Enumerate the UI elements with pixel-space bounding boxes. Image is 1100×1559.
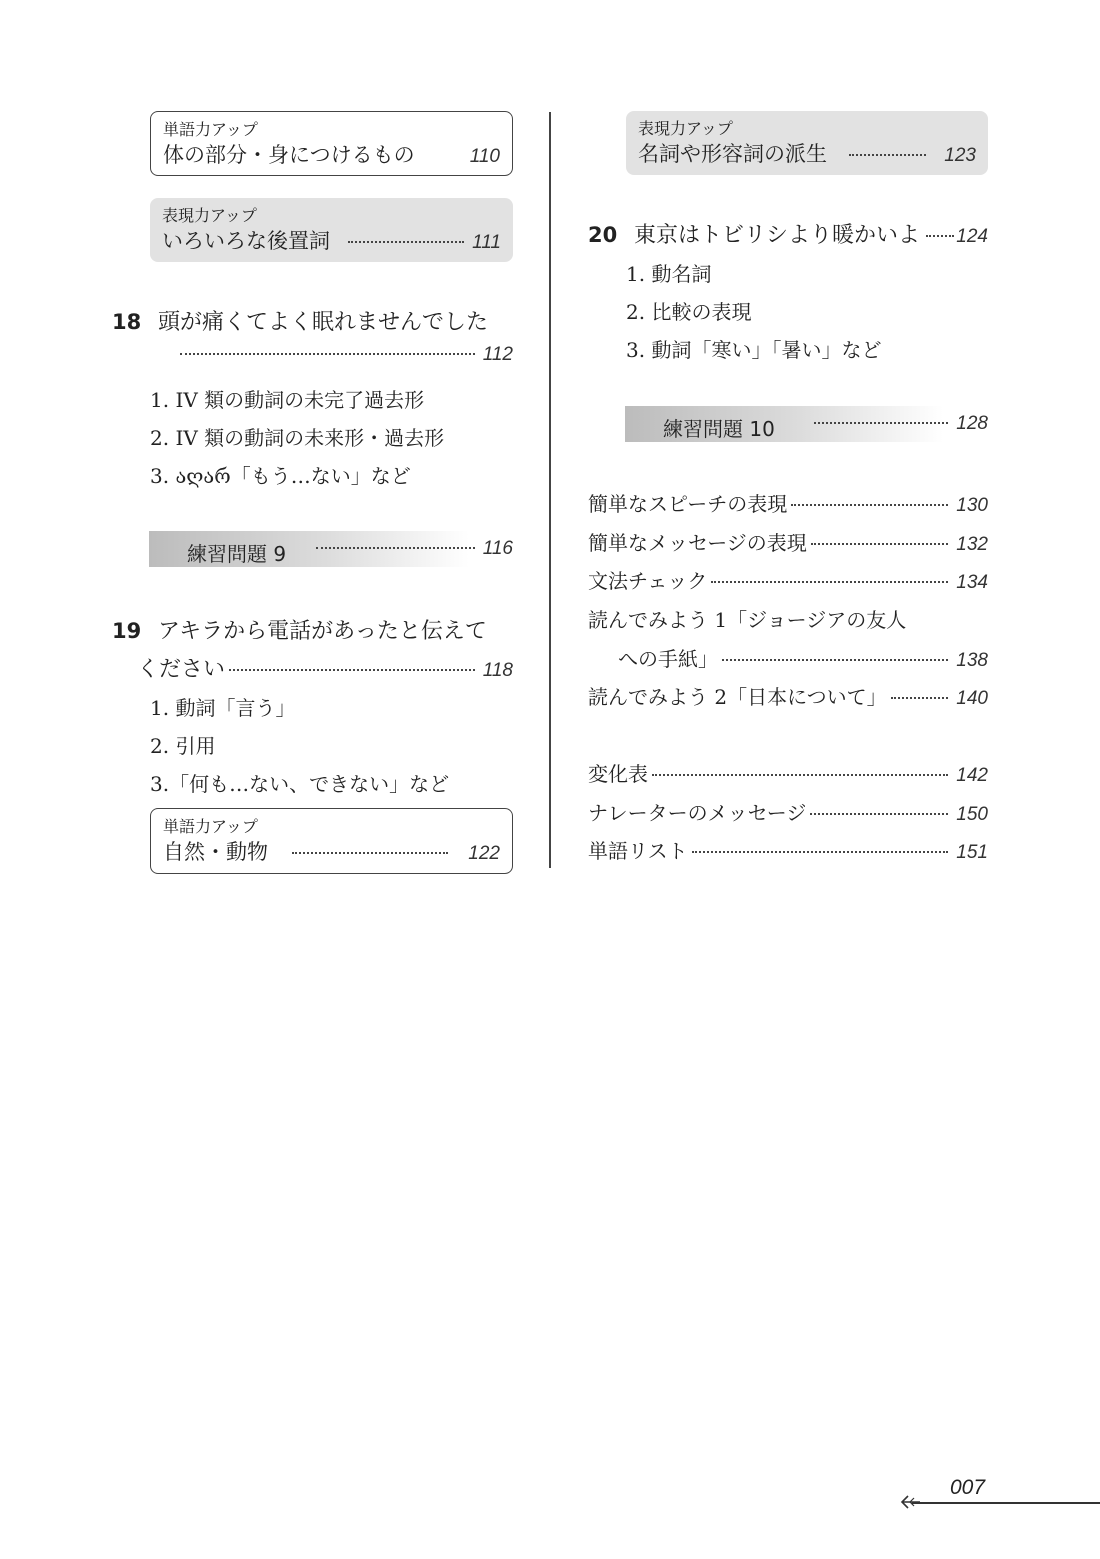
leader-dots — [926, 234, 954, 237]
chapter-18-item-3[interactable]: 3. აღარ「もう…ない」など — [150, 464, 411, 488]
appendix-word-list[interactable]: 単語リスト 151 — [588, 839, 988, 863]
chapter-19-item-1[interactable]: 1. 動詞「言う」 — [150, 696, 296, 720]
chapter-18-page-row — [180, 344, 513, 366]
box-title: 名詞や形容詞の派生 — [638, 142, 827, 166]
chapter-20-item-2[interactable]: 2. 比較の表現 — [626, 300, 752, 324]
appendix-narrator-message[interactable]: ナレーターのメッセージ 150 — [588, 801, 988, 825]
vocab-box-nature-animals — [150, 808, 513, 874]
leader-dots — [722, 658, 948, 661]
exercise-label: 練習問題 9 — [187, 542, 287, 566]
box-category: 表現力アップ — [162, 206, 257, 225]
leader-dots — [810, 812, 948, 815]
exercise-9-page-row — [312, 538, 513, 560]
box-title: 体の部分・身につけるもの — [163, 143, 415, 167]
page-number: 118 — [482, 660, 513, 681]
leader-dots — [652, 773, 948, 776]
appendix-reading-1-cont: への手紙」 138 — [618, 647, 988, 671]
chapter-19-item-2[interactable]: 2. 引用 — [150, 734, 216, 758]
leader-dots — [814, 421, 948, 424]
leader-dots — [229, 668, 475, 671]
chapter-20-heading[interactable] — [588, 218, 988, 249]
footer-rule — [912, 1502, 1100, 1504]
exercise-10-page-row — [810, 413, 988, 435]
chapter-number: 19 — [112, 619, 142, 643]
page-number-footer: 007 — [950, 1476, 986, 1499]
chapter-20-item-3[interactable]: 3. 動詞「寒い」「暑い」など — [626, 338, 882, 362]
chapter-number: 18 — [112, 310, 142, 334]
appendix-message-expressions[interactable]: 簡単なメッセージの表現 132 — [588, 531, 988, 555]
vocab-box-body-parts — [150, 111, 513, 176]
box-category: 単語力アップ — [163, 817, 258, 836]
chapter-19-title-cont — [137, 652, 513, 683]
page-number: 124 — [956, 226, 988, 247]
box-category: 表現力アップ — [638, 119, 733, 138]
leader-dots — [348, 240, 464, 243]
page-number: 122 — [468, 843, 500, 864]
leader-dots — [292, 851, 448, 854]
leader-dots — [891, 696, 949, 699]
leader-dots — [692, 850, 949, 853]
expression-box-postpositions — [150, 198, 513, 262]
expression-box-derivation — [626, 111, 988, 175]
exercise-label: 練習問題 10 — [663, 417, 775, 441]
appendix-reading-1[interactable]: 読んでみよう 1「ジョージアの友人 — [588, 608, 907, 632]
page-number: 116 — [482, 538, 513, 559]
chapter-title: 頭が痛くてよく眠れませんでした — [158, 310, 489, 335]
box-title: 自然・動物 — [163, 840, 268, 864]
page-number: 128 — [956, 413, 988, 434]
box-title: いろいろな後置詞 — [162, 229, 330, 253]
leader-dots — [316, 546, 475, 549]
page-number: 112 — [482, 344, 513, 365]
chapter-18-item-2[interactable]: 2. IV 類の動詞の未来形・過去形 — [150, 426, 445, 450]
chapter-18-heading[interactable] — [112, 305, 513, 336]
arrow-left-icon — [900, 1492, 924, 1512]
appendix-grammar-check[interactable]: 文法チェック 134 — [588, 569, 988, 593]
chapter-title-continued: ください — [137, 657, 226, 682]
appendix-reading-2[interactable]: 読んでみよう 2「日本について」 140 — [588, 685, 988, 709]
page-number: 123 — [944, 145, 976, 166]
chapter-20-item-1[interactable]: 1. 動名詞 — [626, 262, 712, 286]
page-number: 111 — [472, 232, 501, 253]
leader-dots — [180, 352, 475, 355]
leader-dots — [849, 153, 926, 156]
chapter-title: アキラから電話があったと伝えて — [158, 619, 487, 644]
chapter-18-item-1[interactable]: 1. IV 類の動詞の未完了過去形 — [150, 388, 425, 412]
box-category: 単語力アップ — [163, 120, 258, 139]
leader-dots — [791, 503, 948, 506]
appendix-conjugation-table[interactable]: 変化表 142 — [588, 762, 988, 786]
chapter-19-item-3[interactable]: 3.「何も…ない、できない」など — [150, 772, 450, 796]
page-number: 110 — [469, 146, 500, 167]
leader-dots — [811, 542, 948, 545]
chapter-number: 20 — [588, 223, 618, 247]
column-divider — [549, 112, 551, 868]
chapter-19-heading[interactable] — [112, 614, 487, 645]
leader-dots — [711, 580, 948, 583]
appendix-speech-expressions[interactable]: 簡単なスピーチの表現 130 — [588, 492, 988, 516]
chapter-title: 東京はトビリシより暖かいよ — [634, 223, 921, 248]
